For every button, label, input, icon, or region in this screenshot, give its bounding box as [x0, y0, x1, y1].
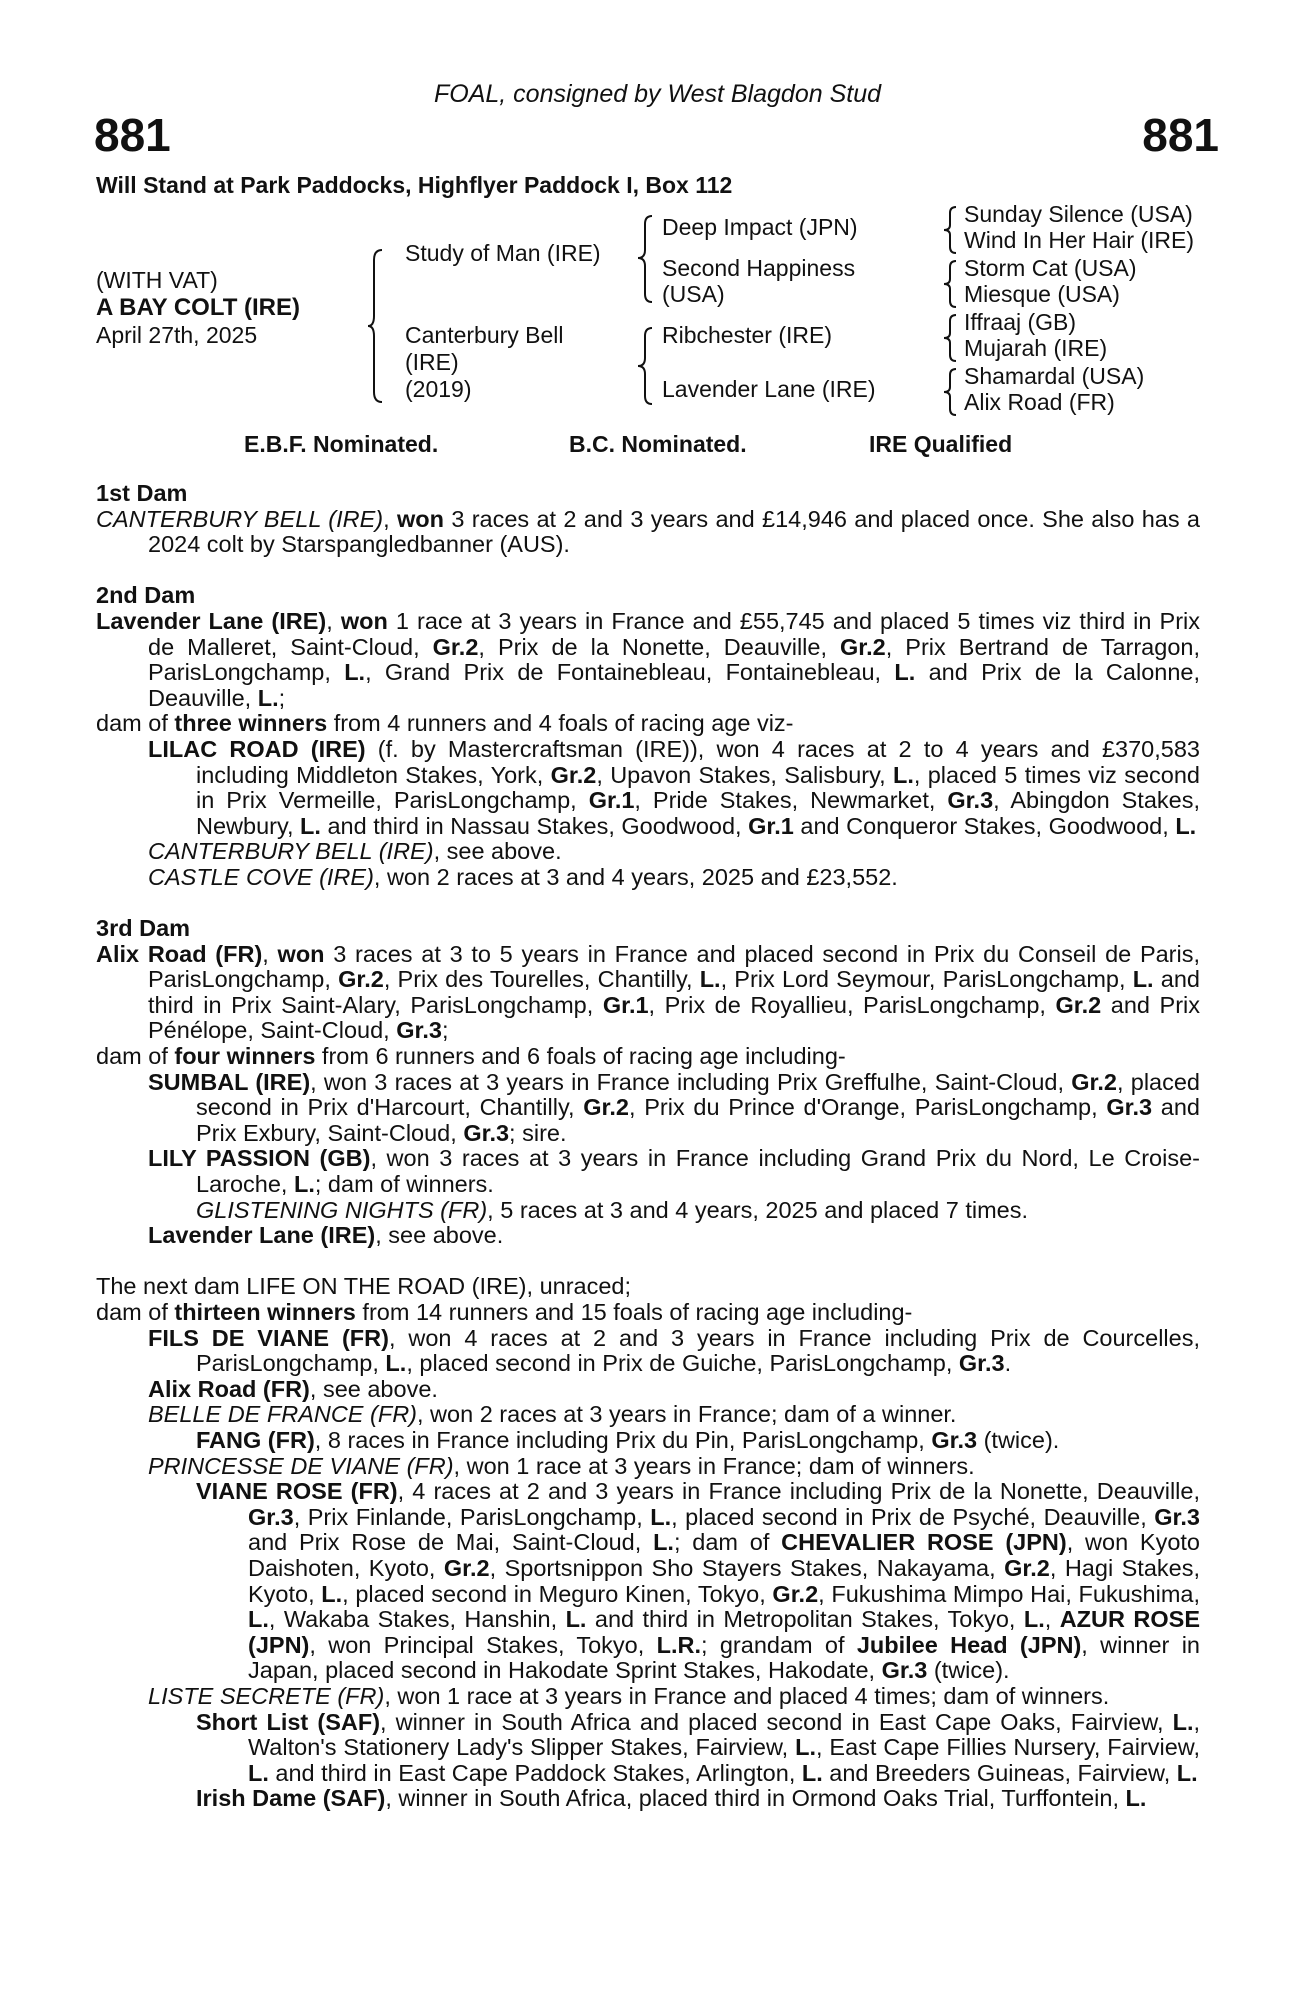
text: , placed second in Meguro Kinen, Tokyo, [342, 1580, 773, 1607]
text: dam of [96, 1043, 175, 1070]
text: , won 1 race at 3 years in France and placed 4 times; dam of winners. [384, 1682, 1110, 1709]
bold-text: L. [699, 966, 721, 993]
bold-text: won [340, 607, 388, 634]
text: from 14 runners and 15 foals of racing age including- [355, 1299, 913, 1325]
bold-text: L. [1023, 1606, 1045, 1633]
text: ; grandam of [701, 1631, 857, 1658]
text: , Wakaba Stakes, Hanshin, [268, 1606, 566, 1633]
produce-entry [96, 507, 1200, 558]
brace-gen3 [942, 313, 960, 363]
text: , placed 5 times viz second in Prix Vermeille, ParisLongchamp, [196, 761, 1200, 814]
produce-entry [96, 839, 1200, 865]
bold-text: Gr.2 [840, 633, 886, 660]
text: and Prix Exbury, Saint-Cloud, [196, 1094, 1200, 1146]
text: , [326, 607, 341, 634]
produce-entry [96, 609, 1200, 711]
text: , Prix du Prince d'Orange, ParisLongchamp, [628, 1094, 1107, 1121]
dam-line-2: (IRE) [405, 349, 459, 375]
italic-text: LISTE SECRETE (FR) [148, 1682, 385, 1709]
bold-text: Gr.3 [1106, 1094, 1153, 1121]
text: , winner in South Africa, placed third in Ormond Oaks Trial, Turffontein, [385, 1785, 1126, 1812]
bold-text: L. [1125, 1785, 1147, 1812]
bold-text: Gr.2 [432, 633, 479, 660]
text: , winner in South Africa and placed second in East Cape Oaks, Fairview, [380, 1708, 1173, 1735]
text: and third in Prix Saint-Alary, ParisLongchamp, [148, 966, 1200, 1018]
bold-text: L.R. [656, 1631, 701, 1658]
text: from 4 runners and 4 foals of racing age viz- [327, 710, 794, 737]
sire-dam-line-1: Second Happiness [662, 255, 856, 281]
lot-number-right: 881 [1142, 109, 1219, 161]
produce-entry [96, 1402, 1200, 1428]
text: , won 4 races at 2 and 3 years in France including Prix de Courcelles, ParisLongchamp, [196, 1324, 1200, 1377]
text: , 4 races at 2 and 3 years in France including Prix de la Nonette, Deauville, [397, 1478, 1200, 1505]
section-heading: 1st Dam [96, 480, 188, 506]
bold-text: L. [801, 1759, 823, 1786]
bold-text: L. [1172, 1708, 1194, 1735]
stand-location: Will Stand at Park Paddocks, Highflyer Paddock I, Box 112 [96, 172, 733, 198]
text: , Prix Bertrand de Tarragon, ParisLongchamp, [148, 633, 1200, 686]
section-heading: 3rd Dam [96, 915, 191, 942]
dam-line-1: Canterbury Bell [405, 322, 564, 348]
bold-text: Gr.1 [748, 812, 794, 839]
sire-dam-line-2: (USA) [662, 281, 725, 307]
produce-entry [96, 1223, 1200, 1249]
text: dam of [96, 710, 175, 737]
foaling-date: April 27th, 2025 [96, 322, 258, 348]
produce-entry [96, 1428, 1200, 1454]
italic-text: BELLE DE FRANCE (FR) [148, 1401, 417, 1428]
dam-section [96, 583, 1200, 890]
text: ; dam of winners. [314, 1171, 494, 1198]
text: , 5 races at 3 and 4 years, 2025 and placed 7 times. [487, 1196, 1028, 1223]
bold-text: L. [565, 1606, 587, 1633]
text: , Hagi Stakes, Kyoto, [248, 1554, 1200, 1607]
bold-text: L. [293, 1171, 315, 1198]
ancestor-gen3: Shamardal (USA) [964, 363, 1145, 389]
bold-text: Lavender Lane (IRE) [148, 1222, 376, 1249]
text: ; dam of [673, 1529, 782, 1556]
text: from 6 runners and 6 foals of racing age including- [315, 1043, 846, 1070]
bold-text: Gr.3 [958, 1350, 1005, 1377]
brace-gen3 [942, 259, 960, 309]
text: , Sportsnippon Sho Stayers Stakes, Nakayama, [489, 1554, 1005, 1581]
text: and Prix de la Calonne, Deauville, [148, 659, 1200, 711]
bold-text: L. [248, 1759, 269, 1786]
ancestor-gen3: Miesque (USA) [964, 281, 1120, 307]
text: , won Kyoto Daishoten, Kyoto, [248, 1529, 1201, 1581]
bold-text: LILAC ROAD (IRE) [148, 735, 366, 762]
produce-entry [96, 737, 1200, 839]
bold-text: Jubilee Head (JPN) [856, 1631, 1082, 1658]
bold-text: VIANE ROSE (FR) [196, 1478, 398, 1505]
bold-text: L. [650, 1503, 672, 1530]
bold-text: L. [257, 684, 279, 711]
bold-text: won [397, 505, 444, 532]
bold-text: Alix Road (FR) [148, 1375, 310, 1402]
text: The next dam LIFE ON THE ROAD (IRE), unraced; [96, 1273, 632, 1300]
bold-text: four winners [174, 1043, 316, 1070]
text: , Prix de Royallieu, ParisLongchamp, [648, 991, 1056, 1018]
text: , won 2 races at 3 and 4 years, 2025 and £23,552. [373, 863, 898, 890]
text: , Pride Stakes, Newmarket, [634, 787, 948, 814]
foal-name: A BAY COLT (IRE) [96, 294, 301, 321]
lot-number-left: 881 [94, 109, 171, 161]
produce-entry [96, 1070, 1200, 1147]
text: , Prix de la Nonette, Deauville, [478, 633, 841, 660]
text: , see above. [433, 838, 562, 865]
bold-text: Gr.3 [248, 1503, 294, 1530]
text: , [383, 505, 397, 532]
text: dam of [96, 1299, 175, 1325]
text: ; [441, 1017, 449, 1044]
bold-text: AZUR ROSE (JPN) [248, 1606, 1200, 1658]
bold-text: three winners [174, 710, 328, 737]
text: and Prix Rose de Mai, Saint-Cloud, [248, 1529, 654, 1556]
text: , Prix Finlande, ParisLongchamp, [293, 1503, 651, 1530]
produce-entry [96, 1786, 1200, 1812]
text: (twice). [927, 1657, 1010, 1684]
text: and Prix Pénélope, Saint-Cloud, [148, 991, 1201, 1044]
dam-sire: Ribchester (IRE) [662, 322, 832, 348]
bold-text: L. [795, 1734, 816, 1761]
bold-text: Gr.3 [947, 787, 994, 814]
text: ; sire. [509, 1119, 567, 1146]
bold-text: Gr.1 [588, 787, 635, 814]
bold-text: Gr.2 [583, 1094, 629, 1121]
text: and third in Nassau Stakes, Goodwood, [320, 812, 749, 839]
bold-text: L. [321, 1580, 343, 1607]
bold-text: Gr.2 [550, 761, 597, 788]
italic-text: CANTERBURY BELL (IRE) [148, 838, 434, 865]
bold-text: Gr.3 [881, 1657, 928, 1684]
bold-text: thirteen winners [174, 1299, 356, 1325]
bold-text: Gr.3 [396, 1017, 442, 1044]
dam-line-3: (2019) [405, 376, 472, 402]
produce-entry [96, 1274, 1200, 1300]
produce-entry [96, 1146, 1200, 1197]
text: , Upavon Stakes, Salisbury, [596, 761, 893, 788]
bold-text: L. [1176, 1759, 1198, 1786]
bold-text: Gr.2 [1071, 1068, 1117, 1095]
bold-text: Lavender Lane (IRE) [96, 607, 327, 634]
bold-text: L. [894, 659, 916, 686]
dam-section [96, 481, 1200, 558]
produce-entry [96, 942, 1200, 1044]
text: 1 race at 3 years in France and £55,745 and placed 5 times viz third in Prix de Malleret, Saint-Cloud, [148, 607, 1200, 660]
italic-text: CANTERBURY BELL (IRE) [96, 505, 384, 532]
ancestor-gen3: Alix Road (FR) [964, 389, 1115, 415]
italic-text: GLISTENING NIGHTS (FR) [196, 1196, 488, 1223]
bc-nomination: B.C. Nominated. [569, 431, 747, 457]
bold-text: L. [1175, 812, 1197, 839]
text: 3 races at 2 and 3 years and £14,946 and placed once. She also has a 2024 colt by Starspangledbanner (AUS). [148, 505, 1200, 558]
bold-text: Alix Road (FR) [96, 940, 263, 967]
text: , placed second in Prix d'Harcourt, Chantilly, [196, 1068, 1200, 1121]
text: , Walton's Stationery Lady's Slipper Stakes, Fairview, [248, 1708, 1201, 1761]
text: (f. by Mastercraftsman (IRE)), won 4 races at 2 to 4 years and £370,583 including Middleton Stakes, York, [196, 735, 1200, 788]
text: ; [278, 684, 286, 711]
bold-text: LILY PASSION (GB) [148, 1145, 371, 1172]
bold-text: won [277, 940, 325, 967]
text: and third in East Cape Paddock Stakes, Arlington, [268, 1759, 802, 1786]
produce-entry [96, 1684, 1200, 1710]
bold-text: Gr.2 [338, 966, 384, 993]
ancestor-gen3: Iffraaj (GB) [964, 309, 1077, 335]
sire-sire: Deep Impact (JPN) [662, 214, 858, 240]
text: , won Principal Stakes, Tokyo, [309, 1631, 657, 1658]
bold-text: Gr.3 [931, 1426, 978, 1453]
bold-text: L. [344, 659, 366, 686]
italic-text: CASTLE COVE (IRE) [148, 863, 374, 890]
text: , winner in Japan, placed second in Hakodate Sprint Stakes, Hakodate, [248, 1631, 1200, 1684]
text: , see above. [309, 1375, 438, 1402]
brace-gen1 [366, 248, 388, 404]
produce-entry [96, 1300, 1200, 1326]
text: , placed second in Prix de Psyché, Deauville, [671, 1503, 1155, 1530]
dam-section [96, 1274, 1200, 1811]
ancestor-gen3: Mujarah (IRE) [964, 335, 1108, 361]
text: and Breeders Guineas, Fairview, [822, 1759, 1177, 1786]
bold-text: L. [653, 1529, 674, 1556]
text: , Grand Prix de Fontainebleau, Fontainebleau, [365, 659, 895, 686]
bold-text: Short List (SAF) [196, 1708, 381, 1735]
ebf-nomination: E.B.F. Nominated. [244, 431, 439, 457]
text: , Prix Lord Seymour, ParisLongchamp, [720, 966, 1133, 993]
text: , won 2 races at 3 years in France; dam of a winner. [417, 1401, 957, 1428]
text: , won 3 races at 3 years in France including Prix Greffulhe, Saint-Cloud, [310, 1068, 1072, 1095]
bold-text: L. [1132, 966, 1154, 993]
vat-note: (WITH VAT) [96, 267, 218, 293]
bold-text: CHEVALIER ROSE (JPN) [781, 1529, 1067, 1556]
text: (twice). [977, 1426, 1060, 1453]
produce-entry [96, 1454, 1200, 1480]
text: , [262, 940, 278, 967]
produce-record [96, 481, 1200, 1812]
bold-text: Gr.1 [602, 991, 649, 1018]
produce-entry [96, 1044, 1200, 1070]
brace-sire [636, 214, 658, 304]
bold-text: Gr.2 [443, 1554, 490, 1581]
ancestor-gen3: Sunday Silence (USA) [964, 201, 1193, 227]
text: 3 races at 3 to 5 years in France and placed second in Prix du Conseil de Paris, ParisLongchamp, [148, 940, 1201, 993]
brace-gen3 [942, 367, 960, 417]
bold-text: Irish Dame (SAF) [196, 1785, 386, 1812]
italic-text: PRINCESSE DE VIANE (FR) [148, 1452, 454, 1479]
bold-text: FILS DE VIANE (FR) [148, 1324, 389, 1351]
produce-entry [96, 1198, 1200, 1224]
bold-text: Gr.2 [772, 1580, 819, 1607]
ancestor-gen3: Storm Cat (USA) [964, 255, 1137, 281]
text: , East Cape Fillies Nursery, Fairview, [815, 1734, 1200, 1761]
ire-qualified: IRE Qualified [869, 431, 1013, 457]
text: , placed second in Prix de Guiche, ParisLongchamp, [406, 1350, 959, 1377]
text: and third in Metropolitan Stakes, Tokyo, [586, 1606, 1024, 1633]
text: and Conqueror Stakes, Goodwood, [793, 812, 1176, 839]
bold-text: SUMBAL (IRE) [148, 1068, 311, 1095]
ancestor-gen3: Wind In Her Hair (IRE) [964, 227, 1195, 253]
text: , [1044, 1606, 1060, 1633]
produce-entry [96, 1479, 1200, 1684]
text: , 8 races in France including Prix du Pin, ParisLongchamp, [314, 1426, 932, 1453]
brace-gen3 [942, 205, 960, 255]
produce-entry [96, 1377, 1200, 1403]
bold-text: L. [892, 761, 914, 788]
bold-text: Gr.3 [463, 1119, 510, 1146]
text: , Fukushima Mimpo Hai, Fukushima, [818, 1580, 1200, 1607]
text: , see above. [375, 1222, 504, 1249]
bold-text: L. [385, 1350, 407, 1377]
bold-text: Gr.2 [1055, 991, 1102, 1018]
dam-section [96, 916, 1200, 1249]
text: , won 1 race at 3 years in France; dam of winners. [453, 1452, 975, 1479]
dam-dam: Lavender Lane (IRE) [662, 376, 876, 402]
bold-text: L. [248, 1606, 269, 1633]
bold-text: Gr.2 [1004, 1554, 1050, 1581]
brace-dam [636, 326, 658, 406]
produce-entry [96, 1326, 1200, 1377]
text: . [1004, 1350, 1012, 1377]
bold-text: FANG (FR) [196, 1426, 315, 1453]
produce-entry [96, 1710, 1200, 1787]
text: , Prix des Tourelles, Chantilly, [383, 966, 700, 993]
sire: Study of Man (IRE) [405, 240, 601, 266]
text: , won 3 races at 3 years in France including Grand Prix du Nord, Le Croise-Laroche, [196, 1145, 1200, 1198]
bold-text: Gr.3 [1154, 1503, 1200, 1530]
consignment-line: FOAL, consigned by West Blagdon Stud [433, 80, 882, 108]
produce-entry [96, 711, 1200, 737]
text: , Abingdon Stakes, Newbury, [196, 787, 1200, 839]
section-heading: 2nd Dam [96, 582, 196, 609]
bold-text: L. [300, 812, 321, 839]
produce-entry [96, 865, 1200, 891]
